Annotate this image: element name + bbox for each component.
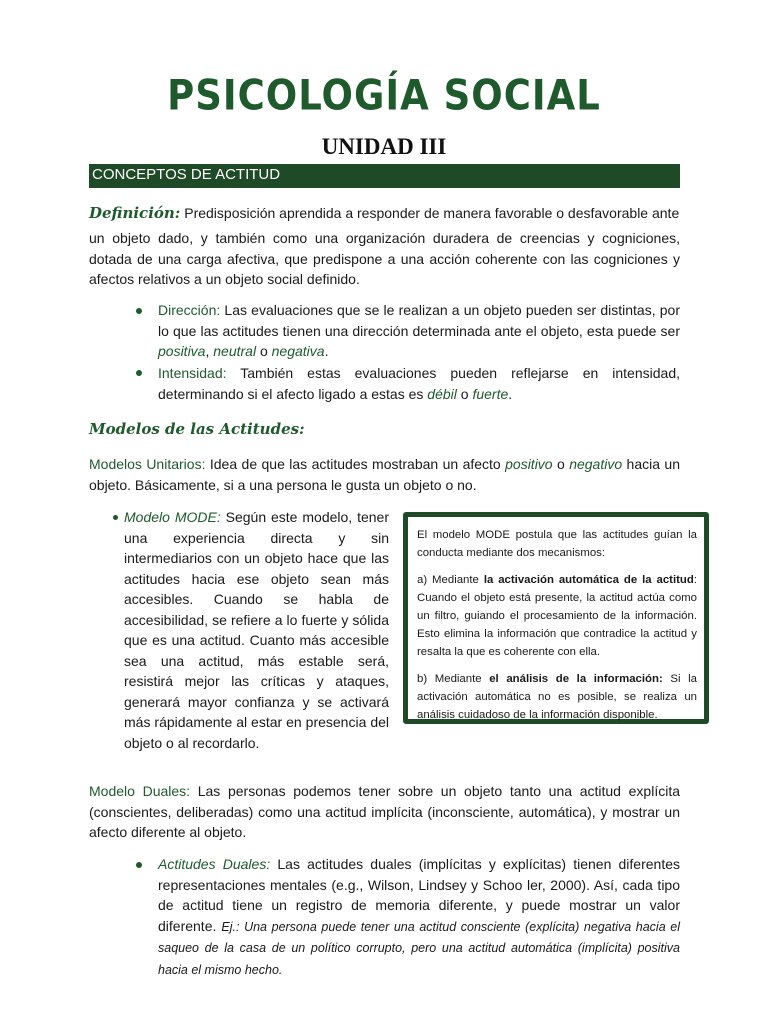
box-mechanism-b (417, 670, 697, 724)
separator: o (552, 456, 570, 472)
attribute-label: Intensidad: (158, 365, 227, 381)
box-bold: la activación automática de la actitud (483, 574, 694, 586)
unitarios-label: Modelos Unitarios: (89, 456, 206, 472)
mode-label: Modelo MODE: (124, 509, 221, 525)
box-bold: el análisis de la información: (489, 673, 663, 685)
bullet-icon (136, 862, 142, 868)
attribute-intensidad (158, 363, 680, 404)
unitarios-paragraph (89, 454, 680, 495)
box-text: a) Mediante (417, 574, 484, 586)
bullet-icon (136, 370, 142, 376)
box-intro: El modelo MODE postula que las actitudes guían la conducta mediante dos mecanismos: (417, 529, 697, 559)
period: . (324, 343, 329, 359)
attribute-option: positiva (158, 343, 206, 359)
mode-mechanisms-box (403, 512, 709, 724)
actitudes-duales-paragraph (158, 854, 680, 980)
box-text: Si la activación automática no es posible, se realiza un análisis cuidadoso de la información disponible. (417, 673, 697, 721)
box-text: b) Mediante (417, 673, 490, 685)
attribute-option: fuerte (472, 385, 509, 402)
section-heading-bar: CONCEPTOS DE ACTITUD (89, 164, 680, 188)
duales-text: Las personas podemos tener sobre un objeto tanto una actitud explícita (conscientes, deliberadas) como una actitud implícita (inconsciente, automática), y mostrar un afecto diferente al objeto. (89, 783, 680, 840)
attribute-option: negativa (271, 343, 325, 359)
definition-text-first: Predisposición aprendida a responder de manera favorable o desfavorable ante (180, 205, 680, 221)
definition-label: Definición: (89, 204, 181, 222)
separator: o (456, 385, 473, 402)
definition-paragraph (89, 203, 680, 224)
attribute-option: neutral (213, 343, 257, 359)
box-mechanism-a (417, 571, 697, 661)
actitudes-duales-example: Ej.: Una persona puede tener una actitud consciente (explícita) negativa hacia el saqueo de la casa de un político corrupto, pero una actitud automática (implícita) positiva hacia el mismo hecho. (158, 919, 680, 977)
unitarios-option: negativo (569, 456, 623, 472)
attribute-label: Dirección: (158, 302, 221, 318)
definition-continuation (89, 228, 680, 290)
unit-subtitle: UNIDAD III (321, 134, 447, 159)
attribute-direccion (158, 300, 680, 362)
unitarios-text: Idea de que las actitudes mostraban un afecto (205, 456, 506, 472)
mode-text: Según este modelo, tener una experiencia directa y sin intermediarios con un objeto hace que las actitudes hacia ese objeto sean más accesibles. Cuando se habla de accesibilidad, se refiere a lo fuerte y sólida que es una actitud. Cuanto más accesible sea una actitud, más estable será, resistirá mejor las críticas y ataques, generará mayor confianza y se activará más rápidamente al estar en presencia del objeto o al recordarlo. (124, 509, 389, 751)
models-heading: Modelos de las Actitudes: (89, 420, 305, 438)
duales-paragraph (89, 781, 680, 843)
attribute-text: Las evaluaciones que se le realizan a un objeto pueden ser distintas, por lo que las actitudes tienen una dirección determinada ante el objeto, esta puede ser (158, 302, 680, 339)
unitarios-text: hacia un objeto. Básicamente, si a una persona le gusta un objeto o no. (89, 456, 680, 493)
mode-paragraph (124, 507, 389, 753)
bullet-icon (136, 308, 142, 314)
attribute-option: débil (427, 385, 457, 402)
definition-text-rest: un objeto dado, y también como una organización duradera de creencias y cogniciones, dotada de una carga afectiva, que predispone a una acción coherente con las cogniciones y afectos relativos a un objeto social definido. (89, 230, 680, 287)
box-text: : Cuando el objeto está presente, la actitud actúa como un filtro, guiando el procesamiento de la información. Esto elimina la información que contradice la actitud y resalta la que es coherente con ella. (417, 574, 697, 658)
actitudes-duales-label: Actitudes Duales: (158, 856, 271, 872)
duales-label: Modelo Duales: (89, 783, 191, 799)
separator: , (205, 343, 214, 359)
bullet-icon (113, 515, 118, 520)
attribute-text: También estas evaluaciones pueden reflejarse en intensidad, determinando si el afecto ligado a estas es (158, 365, 680, 402)
actitudes-duales-text: Las actitudes duales (implícitas y explícitas) tienen diferentes representaciones mentales (e.g., Wilson, Lindsey y Schoo ler, 2000). Así, cada tipo de actitud tiene un registro de memoria diferente, y puede mostrar un valor diferente. (158, 856, 680, 934)
period: . (508, 385, 513, 402)
separator: o (256, 343, 272, 359)
page-title: PSICOLOGÍA SOCIAL (167, 71, 601, 120)
unitarios-option: positivo (505, 456, 553, 472)
